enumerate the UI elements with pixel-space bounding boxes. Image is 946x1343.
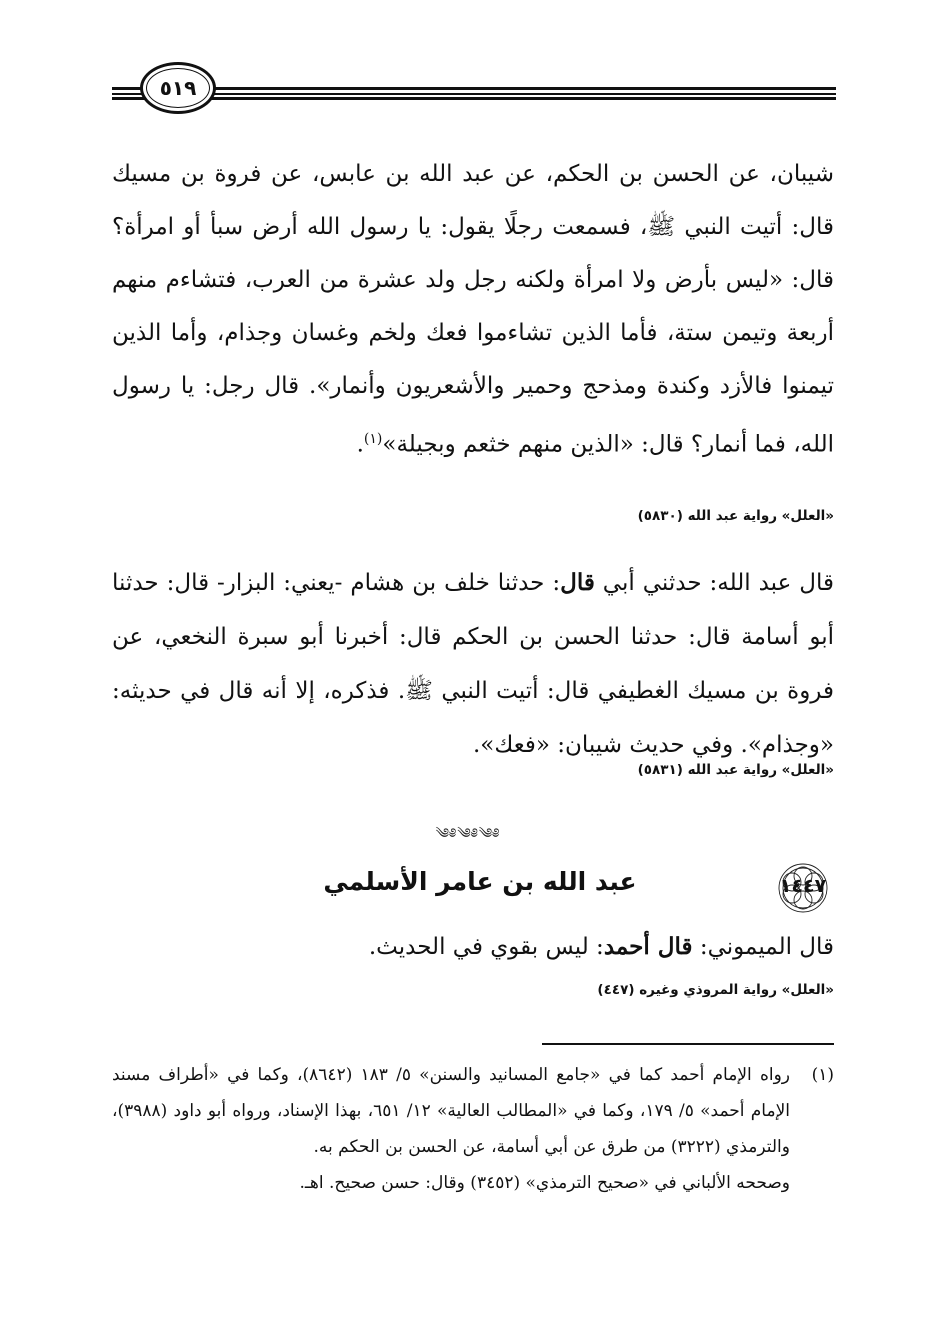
footnote-item (112, 1057, 834, 1165)
hadith-1-text: شيبان، عن الحسن بن الحكم، عن عبد الله بن عابس، عن فروة بن مسيك قال: أتيت النبي ﷺ، فسمعت رجلًا يقول: يا رسول الله أرض سبأ أو امرأة؟ قال: «ليس بأرض ولا امرأة ولكنه رجل ولد عشرة من العرب، فتشاءم منهم أربعة وتيمن ستة، فأما الذين تشاءموا فعك ولخم وغسان وجذام، وأما الذين تيمنوا فالأزد وكندة ومذحج وحمير والأشعريون وأنمار». قال رجل: يا رسول الله، فما أنمار؟ قال: «الذين منهم خثعم وبجيلة» (112, 161, 834, 458)
footnote-marker: (١) (811, 1065, 834, 1085)
hadith-1-source: «العلل» رواية عبد الله (٥٨٣٠) (637, 508, 834, 524)
entry-number: ١٤٤٧ (779, 875, 827, 897)
hadith-2-text-start: قال عبد الله: حدثني أبي (594, 570, 834, 596)
entry-text-block (112, 925, 834, 969)
entry-text-start: قال الميموني: (692, 934, 834, 960)
ornament-divider: ༄༅༄༅༄༅ (435, 826, 501, 842)
footnote-reference[interactable]: (١) (363, 431, 383, 447)
header-rule-middle (112, 93, 836, 95)
entry-number-badge (774, 862, 832, 914)
hadith-1-text-block: شيبان، عن الحسن بن الحكم، عن عبد الله بن عابس، عن فروة بن مسيك قال: أتيت النبي ﷺ، فسمعت رجلًا يقول: يا رسول الله أرض سبأ أو امرأة؟ قال: «ليس بأرض ولا امرأة ولكنه رجل ولد عشرة من العرب، فتشاءم منهم أربعة وتيمن ستة، فأما الذين تشاءموا فعك ولخم وغسان وجذام، وأما الذين تيمنوا فالأزد وكندة ومذحج وحمير والأشعريون وأنمار». قال رجل: يا رسول الله، فما أنمار؟ قال: «الذين منهم خثعم وبجيلة»$^{(١)}$. (112, 161, 834, 458)
header-rule-top (112, 87, 836, 90)
footnote-separator (542, 1043, 834, 1045)
hadith-2-text-rest: : حدثنا خلف بن هشام -يعني: البزار- قال: حدثنا أبو أسامة قال: حدثنا الحسن بن الحكم قال: أخبرنا أبو سبرة النخعي، عن فروة بن مسيك الغطيفي قال: أتيت النبي ﷺ. فذكره، إلا أنه قال في حديثه: «وجذام». وفي حديث شيبان: «فعك». (112, 570, 834, 758)
hadith-2-text-block (112, 556, 834, 772)
footnote-block (112, 1057, 834, 1201)
hadith-2-source: «العلل» رواية عبد الله (٥٨٣١) (637, 762, 834, 778)
page-number: ٥١٩ (159, 76, 197, 100)
page-number-badge (140, 62, 216, 114)
entry-text-rest: : ليس بقوي في الحديث. (368, 934, 604, 960)
entry-bold-phrase: قال أحمد (603, 933, 693, 960)
entry-source: «العلل» رواية المروذي وغيره (٤٤٧) (597, 982, 834, 998)
hadith-2-bold-word: قال (560, 569, 595, 596)
entry-title: عبد الله بن عامر الأسلمي (323, 867, 637, 896)
footnote-text: رواه الإمام أحمد كما في «جامع المسانيد والسنن» ٥/ ١٨٣ (٨٦٤٢)، وكما في «أطراف مسند الإمام أحمد» ٥/ ١٧٩، وكما في «المطالب العالية» ١٢/ ٦٥١، بهذا الإسناد، ورواه أبو داود (٣٩٨٨)، والترمذي (٣٢٢٢) من طرق عن أبي أسامة، عن الحسن بن الحكم به. (112, 1065, 790, 1157)
footnote-extra-text: وصححه الألباني في «صحيح الترمذي» (٣٤٥٢) وقال: حسن صحيح. اهـ. (299, 1173, 790, 1193)
header-rule-bottom (112, 97, 836, 100)
